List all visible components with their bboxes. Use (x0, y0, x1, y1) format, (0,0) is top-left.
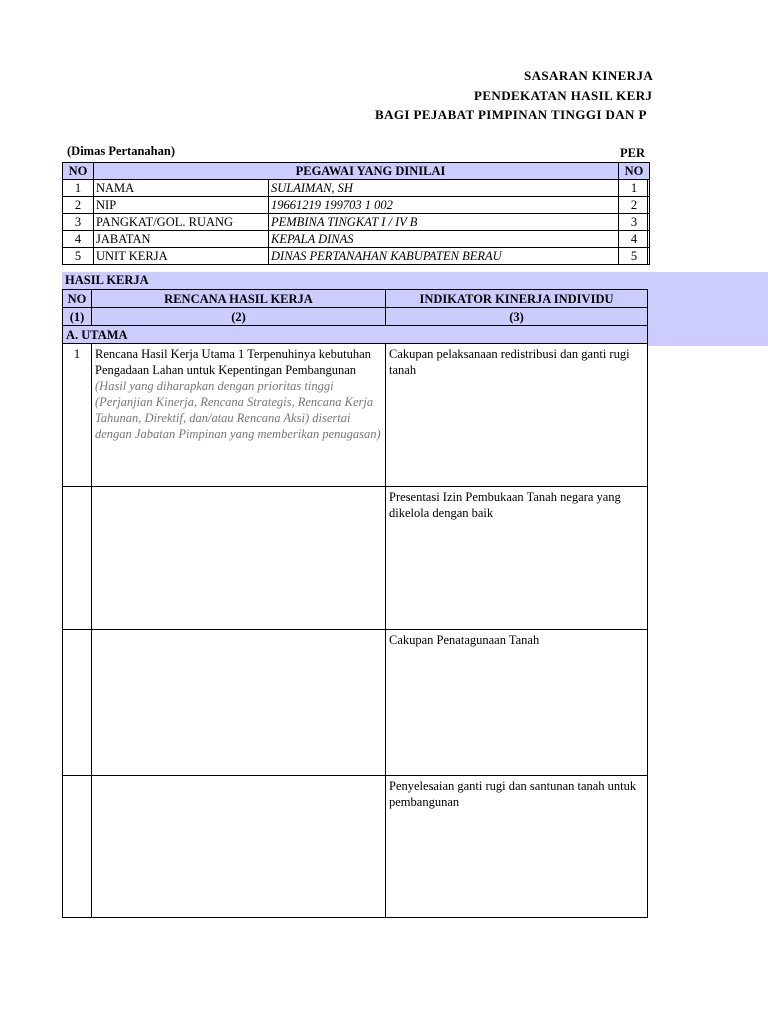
indikator-cell: Cakupan pelaksanaan redistribusi dan ganti rugi tanah (386, 344, 648, 487)
idx-indikator: (3) (386, 308, 648, 326)
indikator-cell: Cakupan Penatagunaan Tanah (386, 630, 648, 776)
row-no: 1 (619, 180, 650, 197)
form-subtitle: PENDEKATAN HASIL KERJ (474, 88, 653, 103)
row-no: 4 (63, 231, 94, 248)
row-no: 2 (63, 197, 94, 214)
form-title: SASARAN KINERJA (524, 68, 654, 83)
col-no: NO (63, 290, 92, 308)
row-no (63, 487, 92, 630)
row-no: 2 (619, 197, 650, 214)
indikator-cell: Penyelesaian ganti rugi dan santunan tanah untuk pembangunan (386, 776, 648, 918)
field-label: JABATAN (94, 231, 269, 248)
table-row (63, 487, 648, 630)
row-no (63, 776, 92, 918)
col-indikator: INDIKATOR KINERJA INDIVIDU (386, 290, 648, 308)
table-row (63, 231, 648, 248)
field-value: 19661219 199703 1 002 (269, 197, 648, 214)
field-value: KEPALA DINAS (269, 231, 648, 248)
table-row (63, 214, 648, 231)
penilai-label: PER (620, 146, 645, 160)
row-no: 5 (619, 248, 650, 265)
section-hasil-kerja: HASIL KERJA (62, 272, 648, 289)
pegawai-table (62, 162, 648, 265)
table-row (63, 180, 648, 197)
table-row (63, 630, 648, 776)
rencana-cell (92, 487, 386, 630)
indikator-cell: Presentasi Izin Pembukaan Tanah negara yang dikelola dengan baik (386, 487, 648, 630)
idx-no: (1) (63, 308, 92, 326)
col-pegawai-title: PEGAWAI YANG DINILAI (94, 163, 648, 180)
subsection-utama: A. UTAMA (63, 326, 648, 344)
row-no: 3 (63, 214, 94, 231)
row-no: 5 (63, 248, 94, 265)
rencana-text: Rencana Hasil Kerja Utama 1 Terpenuhinya kebutuhan Pengadaan Lahan untuk Kepentingan Pembangunan (95, 347, 371, 377)
field-label: PANGKAT/GOL. RUANG (94, 214, 269, 231)
field-label: NAMA (94, 180, 269, 197)
field-label: NIP (94, 197, 269, 214)
form-subtitle-2: BAGI PEJABAT PIMPINAN TINGGI DAN P (375, 107, 647, 122)
table-row (63, 248, 648, 265)
row-no: 1 (63, 344, 92, 487)
col-no: NO (619, 163, 650, 180)
rencana-cell (92, 630, 386, 776)
field-value: SULAIMAN, SH (269, 180, 648, 197)
agency-label: (Dimas Pertanahan) (67, 144, 175, 158)
penilai-table (618, 162, 650, 265)
row-no (63, 630, 92, 776)
field-value: DINAS PERTANAHAN KABUPATEN BERAU (269, 248, 648, 265)
field-label: UNIT KERJA (94, 248, 269, 265)
row-no: 1 (63, 180, 94, 197)
hasil-kerja-table (62, 289, 648, 918)
row-no: 3 (619, 214, 650, 231)
rencana-cell (92, 344, 386, 487)
rencana-note: (Hasil yang diharapkan dengan prioritas tinggi (Perjanjian Kinerja, Rencana Strategis, Rencana Kerja Tahunan, Direktif, dan/atau Rencana Aksi) disertai dengan Jabatan Pimpinan yang memberikan penugasan) (95, 379, 381, 441)
field-value: PEMBINA TINGKAT I / IV B (269, 214, 648, 231)
table-row (63, 776, 648, 918)
rencana-cell (92, 776, 386, 918)
row-no: 4 (619, 231, 650, 248)
idx-rencana: (2) (92, 308, 386, 326)
col-no: NO (63, 163, 94, 180)
table-row (63, 197, 648, 214)
header-shading (648, 272, 768, 346)
col-rencana: RENCANA HASIL KERJA (92, 290, 386, 308)
table-row (63, 344, 648, 487)
